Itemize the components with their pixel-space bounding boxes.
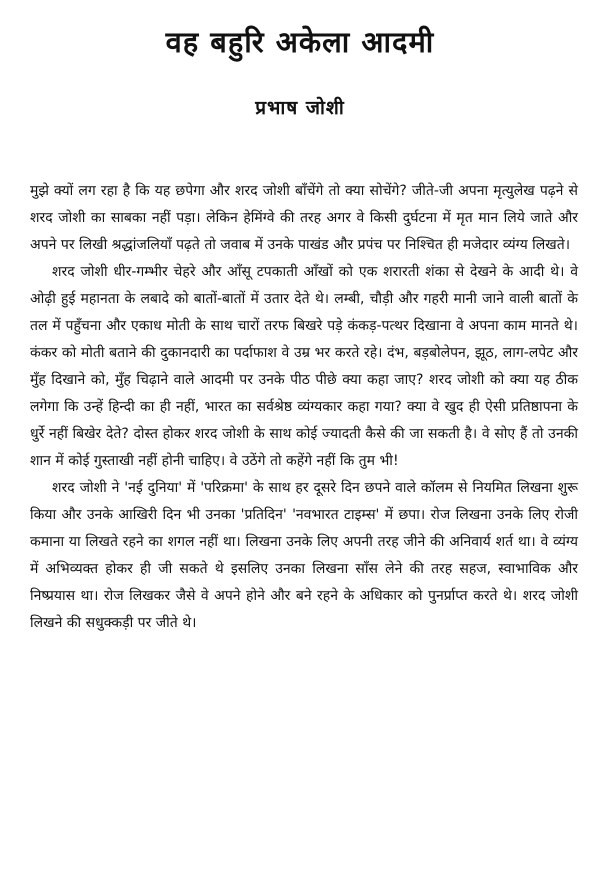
author-name: प्रभाष जोशी	[255, 97, 345, 119]
paragraph-3: शरद जोशी ने 'नई दुनिया' में 'परिक्रमा' के साथ हर दूसरे दिन छपने वाले कॉलम से नियमित लिखना शुरू किया और उनके आखिरी दिन भी उनका 'प्रतिदिन' 'नवभारत टाइम्स' में छपा। रोज लिखना उनके लिए रोजी कमाना या लिखते रहने का शगल नहीं था। लिखना उनके लिए अपनी तरह जीने की अनिवार्य शर्त था। वे व्यंग्य में अभिव्यक्त होकर ही जी सकते थे इसलिए उनका लिखना साँस लेने की तरह सहज, स्वाभाविक और निष्प्रयास था। रोज लिखकर जैसे वे अपने होने और बने रहने के अधिकार को पुनर्प्राप्त करते थे। शरद जोशी लिखने की सधुक्कड़ी पर जीते थे।	[30, 480, 578, 631]
paragraph-1: मुझे क्यों लग रहा है कि यह छपेगा और शरद जोशी बाँचेंगे तो क्या सोचेंगे? जीते-जी अपना मृत्युलेख पढ़ने से शरद जोशी का साबका नहीं पड़ा। लेकिन हेमिंग्वे की तरह अगर वे किसी दुर्घटना में मृत मान लिये जाते और अपने पर लिखी श्रद्धांजलियाँ पढ़ते तो जवाब में उनके पाखंड और प्रपंच पर निश्चित ही मजेदार व्यंग्य लिखते।	[30, 183, 578, 253]
paragraph-2: शरद जोशी धीर-गम्भीर चेहरे और आँसू टपकाती आँखों को एक शरारती शंका से देखने के आदी थे। वे ओढ़ी हुई महानता के लबादे को बातों-बातों में उतार देते थे। लम्बी, चौड़ी और गहरी मानी जाने वाली बातों के तल में पहुँचना और एकाध मोती के साथ चारों तरफ बिखरे पड़े कंकड़-पत्थर दिखाना वे अपना काम मानते थे। कंकर को मोती बताने की दुकानदारी का पर्दाफाश वे उम्र भर करते रहे। दंभ, बड़बोलेपन, झूठ, लाग-लपेट और मुँह दिखाने को, मुँह चिढ़ाने वाले आदमी पर उनके पीठ पीछे क्या कहा जाए? शरद जोशी को क्या यह ठीक लगेगा कि उन्हें हिन्दी का ही नहीं, भारत का सर्वश्रेष्ठ व्यंग्यकार कहा गया? क्या वे खुद ही ऐसी प्रतिष्ठापना के धुर्रे नहीं बिखेर देते? दोस्त होकर शरद जोशी के साथ कोई ज्यादती कैसे की जा सकती है। वे सोए हैं तो उनकी शान में कोई गुस्ताखी नहीं होनी चाहिए। वे उठेंगे तो कहेंगे नहीं कि तुम भी!	[30, 264, 578, 469]
article-body	[30, 178, 578, 637]
page-title: वह बहुरि अकेला आदमी	[165, 25, 435, 59]
